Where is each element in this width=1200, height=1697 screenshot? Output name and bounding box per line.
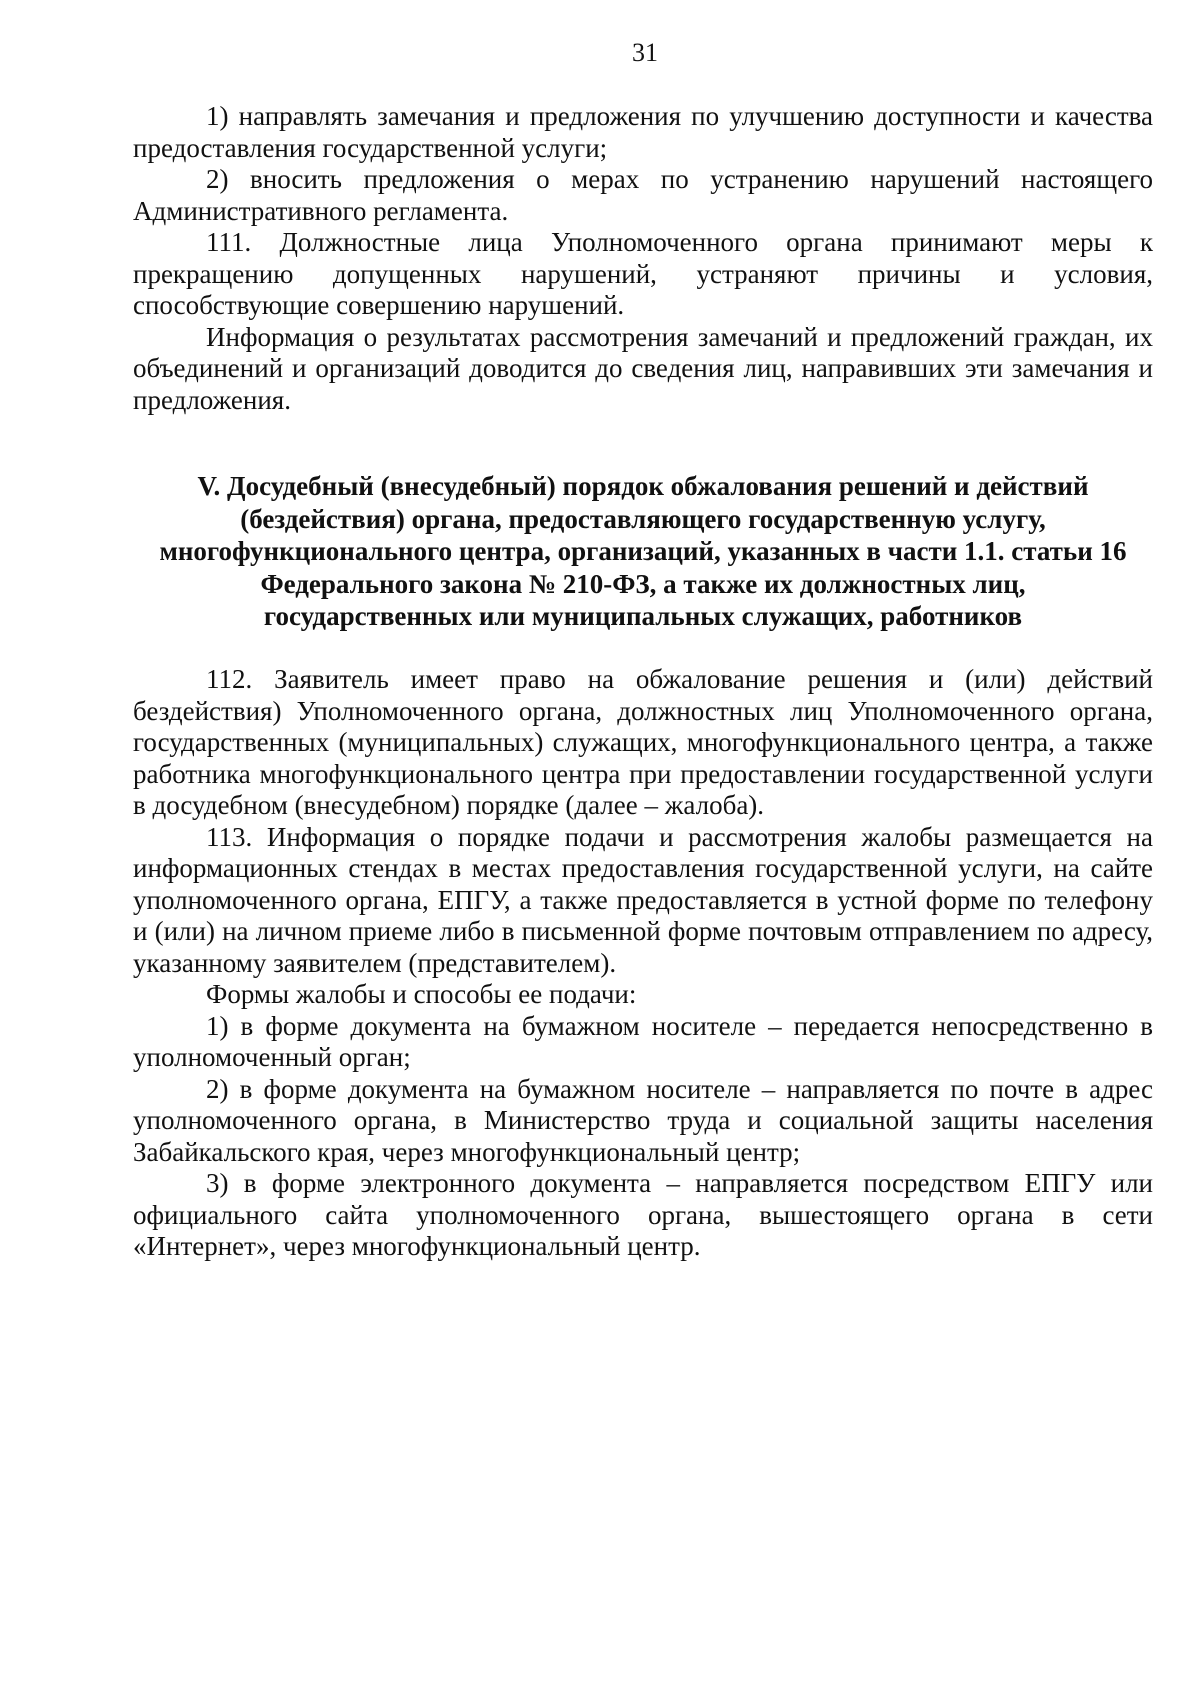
section-heading-line: (бездействия) органа, предоставляющего государственную услугу, (240, 503, 1046, 534)
section-heading-line: многофункционального центра, организаций, указанных в части 1.1. статьи 16 (159, 536, 1127, 566)
section-heading-line: V. Досудебный (внесудебный) порядок обжалования решений и действий (197, 471, 1089, 501)
page-number: 31 (632, 38, 658, 67)
section-heading-line: Федерального закона № 210-ФЗ, а также их должностных лиц, (260, 568, 1026, 599)
bottom-text-block (133, 664, 1153, 1263)
paragraph-form-electronic: 3) в форме электронного документа – направляется посредством ЕПГУ или официального сайта уполномоченного органа, вышестоящего органа в сети «Интернет», через многофункциональный центр. (133, 1168, 1153, 1261)
paragraph-form-paper-mail: 2) в форме документа на бумажном носителе – направляется по почте в адрес уполномоченного органа, в Министерство труда и социальной защиты населения Забайкальского края, через многофункциональный центр; (133, 1073, 1153, 1167)
paragraph-111: 111. Должностные лица Уполномоченного органа принимают меры к прекращению допущенных нарушений, устраняют причины и условия, способствующие совершению нарушений. (133, 227, 1153, 320)
section-heading (133, 470, 1153, 633)
paragraph-112: 112. Заявитель имеет право на обжалование решения и (или) действий бездействия) Уполномоченного органа, должностных лиц Уполномоченного органа, государственных (муниципальных) служащих, многофункционального центра, а также работника многофункционального центра при предоставлении государственной услуги в досудебном (внесудебном) порядке (далее – жалоба). (133, 664, 1153, 820)
paragraph-item-2-proposals: 2) вносить предложения о мерах по устранению нарушений настоящего Административного регламента. (133, 164, 1153, 226)
paragraph-113: 113. Информация о порядке подачи и рассмотрения жалобы размещается на информационных стендах в местах предоставления государственной услуги, на сайте уполномоченного органа, ЕПГУ, а также предоставляется в устной форме по телефону и (или) на личном приеме либо в письменной форме почтовым отправлением по адресу, указанному заявителем (представителем). (133, 821, 1153, 978)
paragraph-item-1-suggestions: 1) направлять замечания и предложения по улучшению доступности и качества предоставления государственной услуги; (133, 101, 1153, 163)
paragraph-form-paper-direct: 1) в форме документа на бумажном носителе – передается непосредственно в уполномоченный орган; (133, 1010, 1153, 1072)
paragraph-results-info: Информация о результатах рассмотрения замечаний и предложений граждан, их объединений и организаций доводится до сведения лиц, направивших эти замечания и предложения. (133, 321, 1153, 415)
top-text-block (133, 101, 1153, 416)
section-heading-line: государственных или муниципальных служащих, работников (263, 601, 1023, 631)
paragraph-complaint-forms: Формы жалобы и способы ее подачи: (206, 979, 637, 1009)
